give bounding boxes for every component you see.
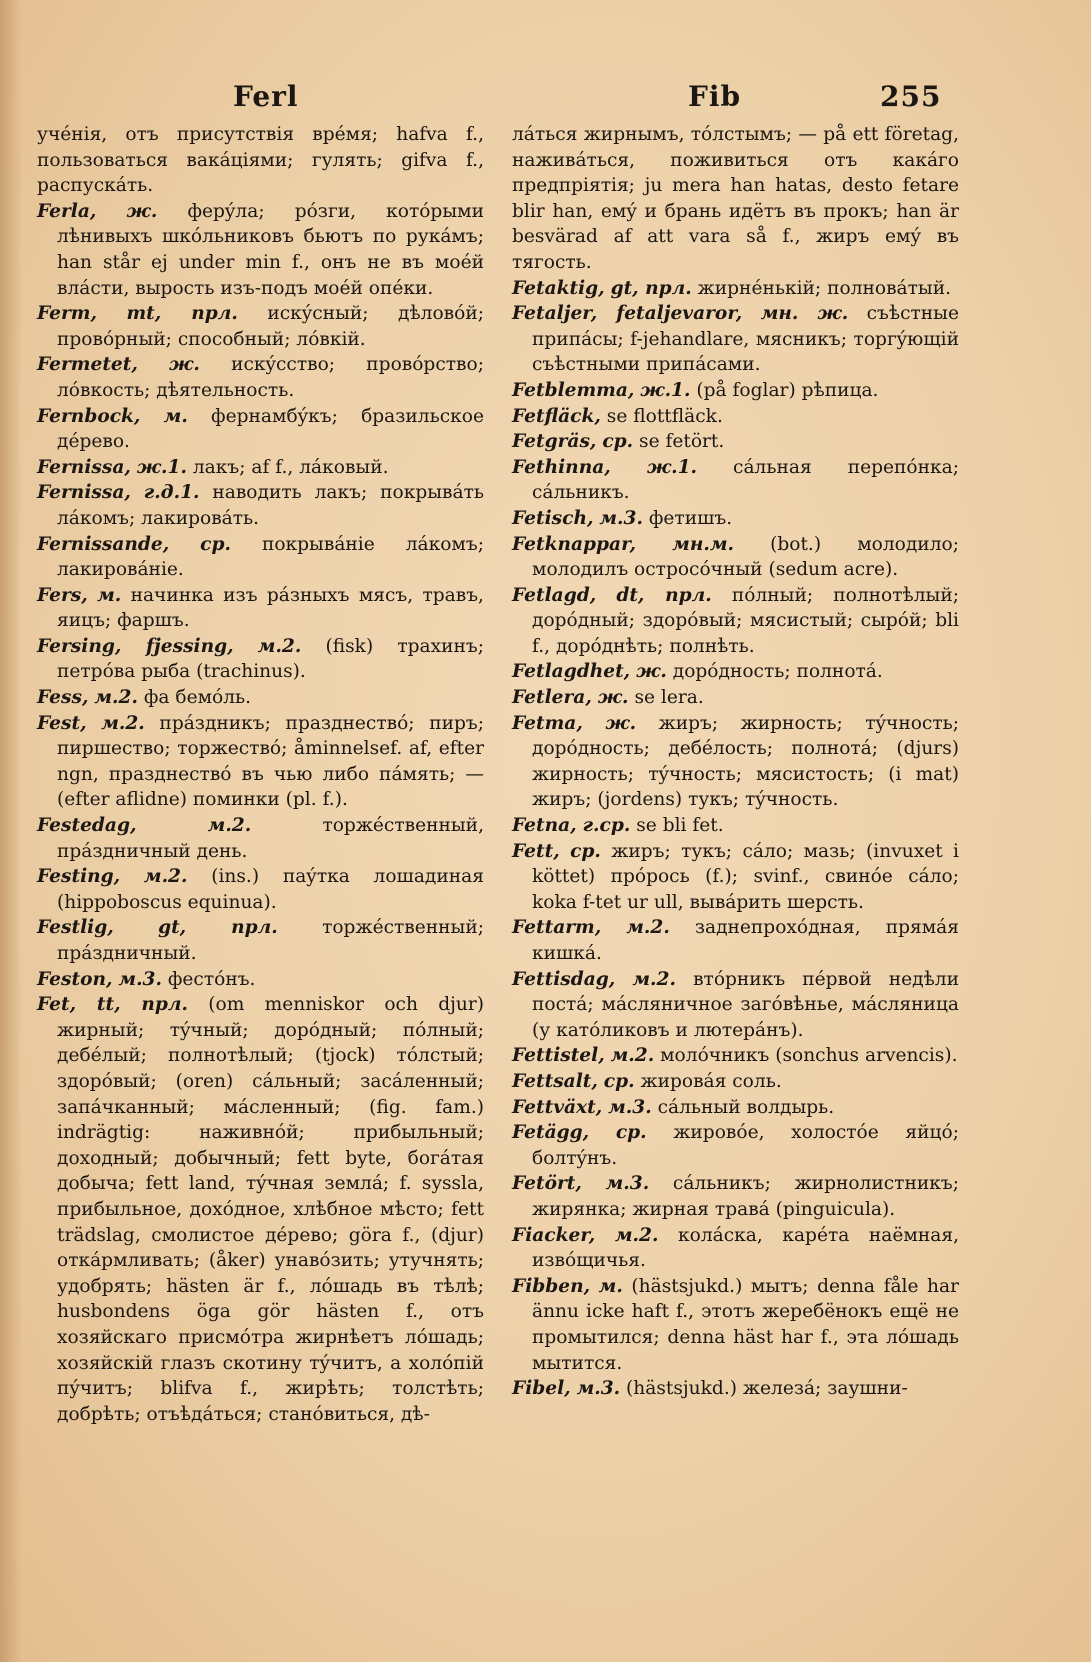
- running-head-left: Ferl: [233, 80, 299, 113]
- dictionary-entry: [512, 429, 959, 455]
- grammar-label: м.2.: [101, 712, 145, 734]
- dictionary-entry: [512, 1069, 959, 1095]
- grammar-label: м.2.: [257, 635, 302, 657]
- dictionary-entry: [512, 967, 959, 1044]
- grammar-label: м.2.: [610, 1045, 655, 1067]
- headword: Ferla,: [37, 200, 97, 222]
- headword: Fetlagdhet,: [512, 661, 631, 683]
- definition: дорóдность; полнотá.: [672, 661, 883, 683]
- definition: колáска, карéта наёмная, извóщичья.: [532, 1224, 959, 1272]
- dictionary-entry: [37, 813, 484, 864]
- grammar-label: ж.: [169, 354, 200, 376]
- headword: Fetknappar,: [512, 533, 637, 555]
- dictionary-entry: [512, 1376, 959, 1402]
- definition: молóчникъ (sonchus arvencis).: [660, 1045, 958, 1067]
- grammar-label: м.: [97, 584, 122, 606]
- definition: съѣстные припáсы; f-jehandlare, мясникъ; торгýющій съѣстными припáсами.: [532, 303, 959, 376]
- definition: лакъ; af f., лáковый.: [192, 456, 389, 478]
- dictionary-entry: [512, 455, 959, 506]
- headword: Fersing, fjessing,: [37, 635, 234, 657]
- headword: Fetaljer, fetaljevaror,: [512, 303, 743, 325]
- dictionary-entry: [512, 506, 959, 532]
- headword: Fernissa,: [37, 456, 131, 478]
- dictionary-entry: [37, 532, 484, 583]
- dictionary-entry: [37, 864, 484, 915]
- definition: se fetört.: [639, 431, 725, 453]
- grammar-label: ж.1.: [640, 379, 691, 401]
- headword: Fest,: [37, 712, 87, 734]
- dictionary-entry: [512, 711, 959, 813]
- grammar-label: г.д.1.: [143, 482, 200, 504]
- headword: Fibel,: [512, 1378, 571, 1400]
- headword: Feston,: [37, 968, 113, 990]
- grammar-label: мн.м.: [672, 533, 734, 555]
- headword: Fethinna,: [512, 456, 611, 478]
- headword: Fetna,: [512, 815, 577, 837]
- definition: (om menniskor och djur) жирный; тýчный; дорóдный; пóлный; дебéлый; полнотѣлый; (tjock) тóлстый; здорóвый; (oren) сáльный; засáленный; запáчканный; мáсленный; (fig. fam.) indrägtig: наживнóй; прибыльный; доходный; добычный; fett byte, богáтая добыча; fett land, тýчная землá; f. syssla, прибыльное, дохóдное, хлѣбное мѣсто; fett trädslag, смолистое дéрево; göra f., (djur) откáрмливать; (åker) унавóзить; утучнять; удобрять; hästen är f., лóшадь въ тѣлѣ; husbondens öga gör hästen f., отъ хозяйскаго присмóтра жирнѣетъ лóшадь; хозяйскій глазъ скотину тýчитъ, а холóпій пýчитъ; blifva f., жирѣть; толстѣть; добрѣть; отъѣдáться; станóвиться, дѣ-: [57, 994, 484, 1425]
- dictionary-entry: [512, 1043, 959, 1069]
- definition: (bot.) молодило; молодилъ остросóчный (sedum acre).: [532, 533, 959, 581]
- dictionary-entry: [512, 1274, 959, 1376]
- grammar-label: г.ср.: [582, 815, 631, 837]
- headword: Fetma,: [512, 712, 583, 734]
- headword: Fess,: [37, 687, 89, 709]
- running-head-right: Fib: [688, 80, 742, 113]
- dictionary-entry: [512, 378, 959, 404]
- definition: (fisk) трахинъ; петрóва рыба (trachinus).: [57, 635, 484, 683]
- grammar-label: м.3.: [608, 1096, 652, 1118]
- headword: Fibben,: [512, 1275, 591, 1297]
- grammar-label: ж.: [636, 661, 667, 683]
- definition: жиръ; тукъ; сáло; мазь; (invuxet i köttet) прóрось (f.); svinf., свинóе сáло; koka f-tet ur ull, вывáрить шерсть.: [532, 840, 959, 913]
- grammar-label: м.2.: [207, 815, 252, 837]
- grammar-label: м.3.: [576, 1378, 621, 1400]
- dictionary-entry: [512, 1095, 959, 1121]
- grammar-label: м.: [163, 405, 188, 427]
- definition: (hästsjukd.) железá; заушни-: [626, 1378, 908, 1400]
- headword: Fettistel,: [512, 1045, 605, 1067]
- page-number: 255: [880, 80, 942, 113]
- headword: Fet, tt, прл.: [37, 994, 189, 1016]
- definition: прáздникъ; празднествó; пиръ; пиршество; торжествó; åminnelsef. af, efter ngn, празднествó въ чью либо пáмять; — (efter aflidne) поминки (pl. f.).: [57, 712, 484, 811]
- headword: Fetlera,: [512, 687, 592, 709]
- definition: ферýла; рóзги, котóрыми лѣнивыхъ шкóльниковъ бьютъ по рукáмъ; han står ej under min f., онъ не въ моéй влáсти, вырость изъ-подъ моéй опéки.: [57, 200, 484, 299]
- grammar-label: ср.: [200, 533, 231, 555]
- dictionary-entry: [37, 404, 484, 455]
- definition: se flottfläck.: [606, 405, 723, 427]
- dictionary-entry: [512, 276, 959, 302]
- grammar-label: ср.: [570, 840, 601, 862]
- headword: Fetört,: [512, 1173, 582, 1195]
- headword: Fett,: [512, 840, 560, 862]
- right-column: [512, 122, 959, 1402]
- dictionary-entry: [37, 634, 484, 685]
- definition: заднепрохóдная, прямáя кишкá.: [532, 917, 959, 964]
- grammar-label: ж.: [597, 687, 629, 709]
- grammar-label: ж.: [605, 712, 637, 734]
- grammar-label: gt, прл.: [610, 277, 692, 299]
- grammar-label: ж.1.: [136, 456, 187, 478]
- headword: Fettväxt,: [512, 1096, 603, 1118]
- definition: фернамбýкъ; бразильское дéрево.: [57, 405, 484, 453]
- headword: Festlig,: [37, 917, 114, 939]
- definition: торжéственный, прáздничный день.: [57, 815, 484, 862]
- headword: Fetägg,: [512, 1122, 590, 1144]
- headword: Fetaktig,: [512, 277, 605, 299]
- headword: Festing,: [37, 866, 121, 888]
- headword: Fers,: [37, 584, 88, 606]
- page-spine-shadow: [0, 0, 22, 1662]
- headword: Fernissande,: [37, 533, 170, 555]
- dictionary-entry: [512, 1120, 959, 1171]
- dictionary-entry: [37, 301, 484, 352]
- definition: (hästsjukd.) мытъ; denna fåle har ännu icke haft f., этотъ жеребёнокъ ещё не промытился; denna häst har f., эта лóшадь мытится.: [532, 1275, 959, 1374]
- headword: Fetblemma,: [512, 379, 635, 401]
- entry-continuation: [37, 122, 484, 199]
- grammar-label: м.: [598, 1275, 623, 1297]
- headword: Fettarm,: [512, 917, 602, 939]
- grammar-label: м.3.: [118, 968, 162, 990]
- definition: фа бемóль.: [143, 687, 252, 709]
- grammar-label: dt, прл.: [616, 584, 712, 606]
- headword: Fettsalt,: [512, 1070, 598, 1092]
- headword: Fettisdag,: [512, 968, 616, 990]
- grammar-label: м.2.: [626, 917, 670, 939]
- dictionary-entry: [37, 480, 484, 531]
- definition: искýсный; дѣловóй; провóрный; способный; лóвкій.: [57, 303, 484, 350]
- dictionary-entry: [512, 685, 959, 711]
- definition: se bli fet.: [636, 815, 724, 837]
- definition: искýсство; провóрство; лóвкость; дѣятельность.: [57, 354, 484, 401]
- dictionary-entry: [512, 532, 959, 583]
- grammar-label: ж.1.: [646, 456, 697, 478]
- headword: Fernbock,: [37, 405, 141, 427]
- dictionary-entry: [37, 915, 484, 966]
- definition: фестóнъ.: [167, 968, 256, 990]
- definition: сáльникъ; жирнолистникъ; жирянка; жирная травá (pinguicula).: [532, 1173, 959, 1220]
- grammar-label: mt, прл.: [126, 303, 238, 325]
- grammar-label: ж.: [126, 200, 158, 222]
- headword: Ferm,: [37, 303, 97, 325]
- headword: Fetisch,: [512, 507, 594, 529]
- dictionary-entry: [37, 199, 484, 301]
- grammar-label: ср.: [603, 1070, 635, 1092]
- definition: жирнéнькій; полновáтый.: [697, 277, 952, 299]
- headword: Fermetet,: [37, 354, 138, 376]
- grammar-label: м.3.: [605, 1173, 650, 1195]
- headword: Fernissa,: [37, 482, 131, 504]
- definition: лáться жирнымъ, тóлстымъ; — på ett företag, наживáться, поживиться отъ какáго предпріятія; ju mera han hatas, desto fetare blir han, емý и брань идётъ въ прокъ; han är besvärad af att vara så f., жиръ емý въ тягость.: [512, 124, 959, 273]
- grammar-label: м.3.: [599, 507, 643, 529]
- definition: покрывáніе лáкомъ; лакировáніе.: [57, 533, 484, 581]
- grammar-label: м.2.: [94, 687, 138, 709]
- grammar-label: м.2.: [614, 1224, 659, 1246]
- definition: сáльный волдырь.: [657, 1096, 835, 1118]
- definition: сáльная перепóнка; сáльникъ.: [532, 456, 959, 504]
- dictionary-entry: [512, 1223, 959, 1274]
- dictionary-entry: [512, 839, 959, 916]
- dictionary-entry: [37, 685, 484, 711]
- grammar-label: м.2.: [143, 866, 188, 888]
- grammar-label: ср.: [602, 431, 634, 453]
- definition: пóлный; полнотѣлый; дорóдный; здорóвый; мясистый; сырóй; bli f., дорóднѣть; полнѣть.: [532, 584, 959, 657]
- entry-continuation: [512, 122, 959, 276]
- definition: se lera.: [634, 687, 704, 709]
- headword: Fetgräs,: [512, 431, 597, 453]
- dictionary-entry: [37, 352, 484, 403]
- grammar-label: ср.: [615, 1122, 647, 1144]
- definition: (ins.) паýтка лошадиная (hippoboscus equinua).: [57, 866, 484, 913]
- definition: жировóе, холостóе яйцó; болтýнъ.: [532, 1122, 959, 1169]
- grammar-label: м.2.: [632, 968, 676, 990]
- dictionary-entry: [37, 583, 484, 634]
- grammar-label: gt, прл.: [158, 917, 278, 939]
- dictionary-entry: [512, 583, 959, 660]
- dictionary-entry: [37, 967, 484, 993]
- definition: втóрникъ пéрвой недѣли постá; мáсляничное загóвѣнье, мáсляница (у катóликовъ и лютерáнъ).: [532, 968, 959, 1041]
- definition: наводить лакъ; покрывáть лáкомъ; лакировáть.: [57, 482, 484, 529]
- headword: Festedag,: [37, 815, 137, 837]
- headword: Fetlagd,: [512, 584, 597, 606]
- definition: жировáя соль.: [640, 1070, 782, 1092]
- definition: (på foglar) рѣпица.: [696, 379, 879, 401]
- dictionary-entry: [512, 1171, 959, 1222]
- dictionary-entry: [512, 301, 959, 378]
- definition: фетишъ.: [648, 507, 733, 529]
- headword: Fetfläck,: [512, 405, 601, 427]
- definition: начинка изъ рáзныхъ мясъ, травъ, яицъ; фаршъ.: [57, 584, 484, 632]
- definition: учéнія, отъ присутствія врéмя; hafva f., пользоваться вакáціями; гулять; gifva f., распускáть.: [37, 124, 484, 197]
- dictionary-entry: [37, 992, 484, 1427]
- headword: Fiacker,: [512, 1224, 596, 1246]
- dictionary-entry: [512, 659, 959, 685]
- definition: торжéственный; прáздничный.: [57, 917, 484, 964]
- left-column: [37, 122, 484, 1427]
- grammar-label: мн. ж.: [760, 303, 849, 325]
- definition: жиръ; жирность; тýчность; дорóдность; дебéлость; полнотá; (djurs) жирность; тýчность; мясистость; (i mat) жиръ; (jordens) тукъ; тýчность.: [532, 712, 960, 811]
- dictionary-entry: [512, 404, 959, 430]
- dictionary-entry: [512, 813, 959, 839]
- dictionary-entry: [37, 455, 484, 481]
- dictionary-entry: [37, 711, 484, 813]
- dictionary-entry: [512, 915, 959, 966]
